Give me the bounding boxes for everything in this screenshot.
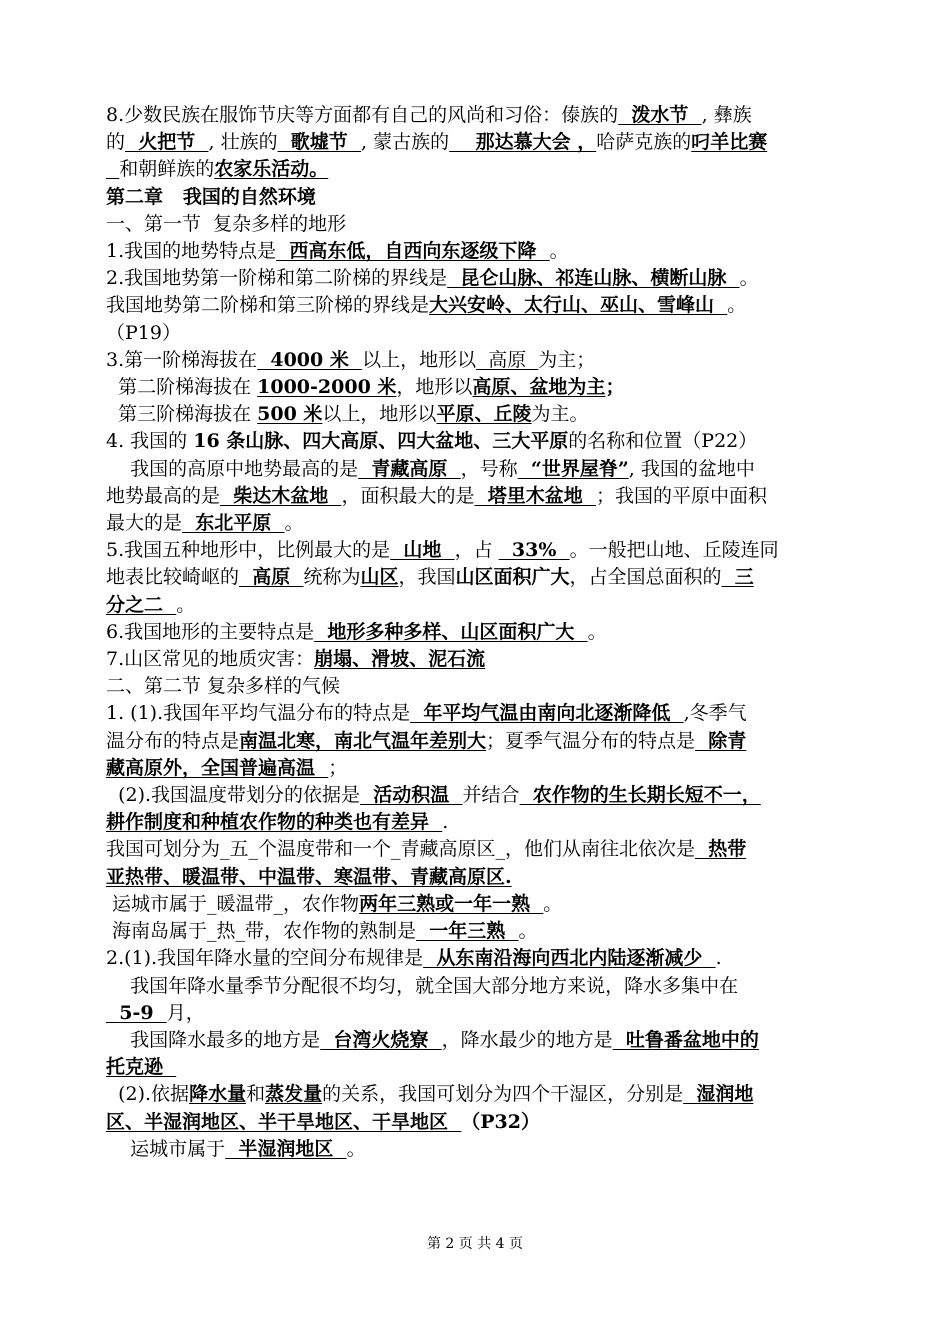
text-segment: 我国的高原中地势最高的是 bbox=[106, 457, 359, 480]
document-body bbox=[106, 102, 846, 1163]
text-line bbox=[106, 347, 846, 374]
text-line bbox=[106, 564, 846, 591]
text-segment: ；夏季气温分布的特点是 bbox=[486, 729, 696, 752]
answer-text: 山区 bbox=[360, 566, 399, 589]
answer-text: 火把节 bbox=[125, 131, 209, 154]
text-segment: （P19） bbox=[106, 321, 181, 344]
answer-text: 耕作制度和种植农作物的种类也有差异 bbox=[106, 811, 443, 834]
answer-text: 地形多种多样、山区面积广大 bbox=[314, 620, 588, 643]
text-segment: ,冬季气 bbox=[683, 702, 747, 725]
answer-text: 活动积温 bbox=[360, 784, 463, 807]
answer-text: 区、半湿润地区、半干旱地区、干旱地区 bbox=[106, 1110, 462, 1133]
text-segment: 。 bbox=[176, 593, 196, 616]
text-segment: ，地形以 bbox=[396, 376, 473, 399]
text-segment: 16 条山脉、四大高原、四大盆地、三大平原 bbox=[193, 430, 569, 453]
text-segment: 为主。 bbox=[531, 403, 589, 426]
text-segment: 运城市属于_暖温带_，农作物 bbox=[106, 892, 360, 915]
text-segment: 。 bbox=[518, 920, 538, 943]
text-segment: 海南岛属于_热_带，农作物的熟制是 bbox=[106, 920, 417, 943]
text-segment: 的名称和位置（P22） bbox=[568, 430, 758, 453]
text-line bbox=[106, 809, 846, 836]
answer-text: 山地 bbox=[390, 539, 455, 562]
text-line bbox=[106, 401, 846, 428]
text-line bbox=[106, 1027, 846, 1054]
text-line bbox=[106, 891, 846, 918]
text-line bbox=[106, 102, 846, 129]
answer-text: 500 米 bbox=[257, 403, 323, 426]
answer-text: 从东南沿海向西北内陆逐渐减少 bbox=[423, 947, 716, 970]
text-segment: 以上，地形以 bbox=[362, 348, 477, 371]
answer-text: 歌墟节 bbox=[277, 131, 362, 154]
answer-text: 托克逊 bbox=[106, 1056, 177, 1079]
text-line bbox=[106, 374, 846, 401]
answer-text: 降水量 bbox=[189, 1083, 247, 1106]
text-segment: 8.少数民族在服饰节庆等方面都有自己的风尚和习俗：傣族的 bbox=[106, 104, 619, 126]
answer-text: 湿润地 bbox=[683, 1083, 754, 1106]
text-line bbox=[106, 1000, 846, 1027]
text-line bbox=[106, 292, 846, 319]
text-segment: 我国可划分为_五_个温度带和一个_青藏高原区_，他们从南往北依次是 bbox=[106, 838, 696, 861]
text-segment: 并结合 bbox=[462, 784, 520, 807]
text-line bbox=[106, 129, 846, 156]
text-segment: ；我国的平原中面积 bbox=[595, 484, 767, 507]
page-footer: 第 2 页 共 4 页 bbox=[426, 1236, 524, 1252]
answer-text: 高原、盆地为主 bbox=[472, 376, 606, 399]
answer-text: 热带 bbox=[695, 838, 747, 861]
text-segment: 我国年降水量季节分配很不均匀，就全国大部分地方来说，降水多集中在 bbox=[106, 974, 739, 997]
text-segment: 和朝鲜族的 bbox=[119, 158, 215, 181]
answer-text: 除青 bbox=[695, 729, 747, 752]
text-segment: 我国地势第二阶梯和第三阶梯的界线是 bbox=[106, 294, 430, 317]
text-segment: 地势最高的是 bbox=[106, 484, 221, 507]
text-segment: , 我国的盆地中 bbox=[628, 457, 755, 480]
text-segment: ； bbox=[328, 756, 348, 779]
text-segment: 第二阶梯海拔在 bbox=[106, 376, 258, 399]
text-line bbox=[106, 1081, 846, 1108]
text-segment: 以上，地形以 bbox=[322, 403, 437, 426]
text-line bbox=[106, 755, 846, 782]
text-segment: 。 bbox=[727, 294, 747, 317]
answer-text: 平原、丘陵 bbox=[436, 403, 532, 426]
answer-text: 泼水节 bbox=[618, 104, 702, 126]
text-segment: , 蒙古族的 bbox=[361, 131, 450, 154]
text-segment: 。一般把山地、丘陵连同 bbox=[569, 539, 779, 562]
answer-text: 亚热带、暖温带、中温带、寒温带、青藏高原区. bbox=[106, 865, 512, 888]
text-line bbox=[106, 265, 846, 292]
text-segment: 第二章 我国的自然环境 bbox=[106, 185, 316, 208]
text-line bbox=[106, 728, 846, 755]
text-segment: , 壮族的 bbox=[208, 131, 278, 154]
text-segment: 5.我国五种地形中，比例最大的是 bbox=[106, 539, 391, 562]
text-segment: 2.我国地势第一阶梯和第二阶梯的界线是 bbox=[106, 267, 448, 290]
text-line bbox=[106, 918, 846, 945]
text-segment: 1. (1).我国年平均气温分布的特点是 bbox=[106, 702, 411, 725]
text-segment: 2.(1).我国年降水量的空间分布规律是 bbox=[106, 947, 424, 970]
text-segment: 和 bbox=[246, 1083, 266, 1106]
text-segment: 。 bbox=[549, 240, 569, 263]
text-segment: 。 bbox=[739, 267, 759, 290]
answer-text: 那达慕大会 ， bbox=[449, 131, 597, 154]
text-segment: 为主； bbox=[538, 348, 596, 371]
text-line bbox=[106, 1054, 846, 1081]
answer-text: 塔里木盆地 bbox=[474, 484, 596, 507]
text-segment: 地表比较崎岖的 bbox=[106, 566, 240, 589]
text-line bbox=[106, 592, 846, 619]
text-segment: 。 bbox=[284, 512, 304, 535]
answer-text: 分之二 bbox=[106, 593, 177, 616]
text-segment: 统称为 bbox=[303, 566, 361, 589]
text-segment: 二、第二节 复杂多样的气候 bbox=[106, 675, 341, 698]
text-line bbox=[106, 428, 846, 455]
text-segment: （P32） bbox=[461, 1110, 540, 1133]
text-line bbox=[106, 700, 846, 727]
text-line bbox=[106, 1136, 846, 1163]
text-line bbox=[106, 973, 846, 1000]
text-segment: 我国降水最多的地方是 bbox=[106, 1028, 321, 1051]
text-line bbox=[106, 156, 846, 183]
text-line bbox=[106, 184, 846, 211]
answer-text: 昆仑山脉、祁连山脉、横断山脉 bbox=[447, 267, 740, 290]
answer-text: 青藏高原 bbox=[358, 457, 461, 480]
text-segment: 的关系，我国可划分为四个干湿区，分别是 bbox=[322, 1083, 684, 1106]
answer-text: 1000-2000 米 bbox=[257, 376, 397, 399]
text-segment: ，号称 bbox=[460, 457, 518, 480]
text-segment: 第三阶梯海拔在 bbox=[106, 403, 258, 426]
text-segment: 山区面积广大 bbox=[455, 566, 570, 589]
text-segment: 最大的是 bbox=[106, 512, 183, 535]
text-segment: , 彝族 bbox=[701, 104, 752, 126]
answer-text: 三 bbox=[721, 566, 754, 589]
answer-text: 东北平原 bbox=[182, 512, 285, 535]
answer-text: 33% bbox=[498, 539, 570, 562]
text-segment: . bbox=[715, 947, 722, 970]
text-segment: 3.第一阶梯海拔在 bbox=[106, 348, 258, 371]
text-segment: 。 bbox=[543, 892, 563, 915]
text-line bbox=[106, 211, 846, 238]
text-segment: 。 bbox=[346, 1137, 366, 1160]
text-segment: 7.山区常见的地质灾害： bbox=[106, 648, 315, 671]
text-segment: ，面积最大的是 bbox=[341, 484, 475, 507]
answer-text: 4000 米 bbox=[257, 348, 363, 371]
text-segment: 的 bbox=[106, 131, 126, 154]
answer-text bbox=[106, 158, 119, 180]
text-segment: ； bbox=[605, 376, 625, 399]
text-segment: ，降水最少的地方是 bbox=[441, 1028, 613, 1051]
answer-text: 吐鲁番盆地中的 bbox=[612, 1028, 759, 1051]
text-segment: (2).我国温度带划分的依据是 bbox=[106, 784, 361, 807]
text-line bbox=[106, 1109, 846, 1136]
answer-text: 西高东低，自西向东逐级下降 bbox=[276, 240, 550, 263]
answer-text: 农家乐活动。 bbox=[214, 158, 329, 181]
text-line bbox=[106, 537, 846, 564]
text-line bbox=[106, 619, 846, 646]
text-segment: 。 bbox=[587, 620, 607, 643]
answer-text: 蒸发量 bbox=[265, 1083, 323, 1106]
answer-text: 台湾火烧寮 bbox=[320, 1028, 442, 1051]
text-line bbox=[106, 510, 846, 537]
answer-text: 柴达木盆地 bbox=[220, 484, 342, 507]
text-line bbox=[106, 646, 846, 673]
answer-text: 南温北寒，南北气温年差别大 bbox=[239, 729, 487, 752]
text-line bbox=[106, 673, 846, 700]
text-segment: ，占全国总面积的 bbox=[569, 566, 722, 589]
text-segment: ，占 bbox=[454, 539, 499, 562]
text-segment: 运城市属于 bbox=[106, 1137, 226, 1160]
answer-text: 半湿润地区 bbox=[225, 1137, 347, 1160]
text-line bbox=[106, 320, 846, 347]
answer-text: 农作物的生长期长短不一， bbox=[519, 784, 761, 807]
text-line bbox=[106, 864, 846, 891]
text-line bbox=[106, 836, 846, 863]
answer-text: 两年三熟或一年一熟 bbox=[359, 892, 544, 915]
text-segment: 6.我国地形的主要特点是 bbox=[106, 620, 315, 643]
answer-text: 5-9 bbox=[106, 1001, 167, 1024]
text-line bbox=[106, 456, 846, 483]
text-line bbox=[106, 945, 846, 972]
answer-text: 大兴安岭、太行山、巫山、雪峰山 bbox=[429, 294, 728, 317]
answer-text: 叼羊比赛 bbox=[691, 131, 768, 154]
answer-text: “世界屋脊” bbox=[517, 457, 629, 480]
text-segment: (2).依据 bbox=[106, 1083, 190, 1106]
answer-text: 藏高原外，全国普遍高温 bbox=[106, 756, 329, 779]
text-segment: 4. 我国的 bbox=[106, 430, 194, 453]
text-segment: . bbox=[442, 811, 449, 834]
text-line bbox=[106, 483, 846, 510]
answer-text: 高原 bbox=[476, 348, 539, 371]
text-line bbox=[106, 238, 846, 265]
answer-text: 一年三熟 bbox=[416, 920, 519, 943]
text-segment: 月， bbox=[166, 1001, 205, 1024]
text-segment: 1.我国的地势特点是 bbox=[106, 240, 277, 263]
text-line bbox=[106, 782, 846, 809]
text-segment: ，我国 bbox=[398, 566, 456, 589]
text-segment: 哈萨克族的 bbox=[596, 131, 692, 154]
text-segment: 温分布的特点是 bbox=[106, 729, 240, 752]
answer-text: 年平均气温由南向北逐渐降低 bbox=[410, 702, 684, 725]
text-segment: 一、第一节 复杂多样的地形 bbox=[106, 212, 347, 235]
answer-text: 崩塌、滑坡、泥石流 bbox=[314, 648, 486, 671]
answer-text: 高原 bbox=[239, 566, 304, 589]
